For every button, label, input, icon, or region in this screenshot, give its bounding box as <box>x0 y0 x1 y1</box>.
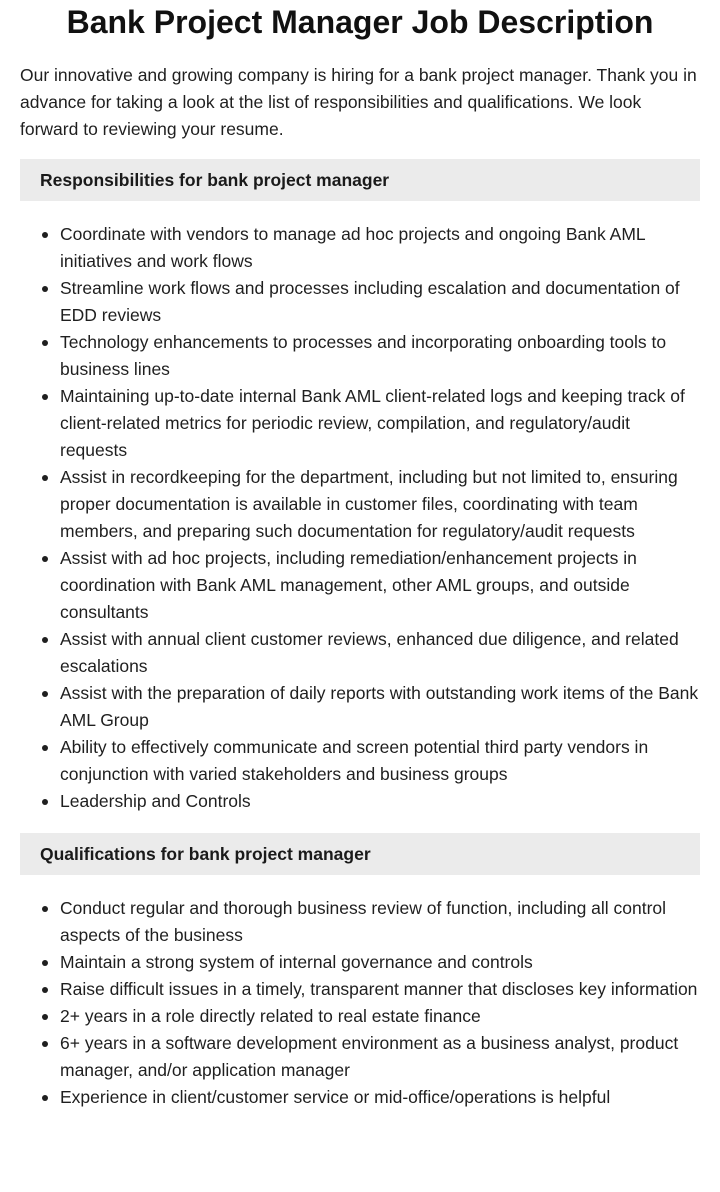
qualification-item: Raise difficult issues in a timely, transparent manner that discloses key information <box>60 976 700 1003</box>
qualifications-heading: Qualifications for bank project manager <box>20 833 700 875</box>
responsibility-item: Leadership and Controls <box>60 788 700 815</box>
qualification-item: 2+ years in a role directly related to real estate finance <box>60 1003 700 1030</box>
responsibility-item: Ability to effectively communicate and screen potential third party vendors in conjunction with varied stakeholders and business groups <box>60 734 700 788</box>
page-title: Bank Project Manager Job Description <box>66 4 654 40</box>
qualification-item: 6+ years in a software development environment as a business analyst, product manager, and/or application manager <box>60 1030 700 1084</box>
responsibilities-list <box>20 221 700 815</box>
responsibility-item: Technology enhancements to processes and incorporating onboarding tools to business lines <box>60 329 700 383</box>
qualification-item: Conduct regular and thorough business review of function, including all control aspects of the business <box>60 895 700 949</box>
responsibility-item: Streamline work flows and processes including escalation and documentation of EDD reviews <box>60 275 700 329</box>
responsibility-item: Coordinate with vendors to manage ad hoc projects and ongoing Bank AML initiatives and work flows <box>60 221 700 275</box>
qualifications-list <box>20 895 700 1111</box>
qualification-item: Maintain a strong system of internal governance and controls <box>60 949 700 976</box>
responsibilities-heading: Responsibilities for bank project manager <box>20 159 700 201</box>
responsibility-item: Assist with ad hoc projects, including remediation/enhancement projects in coordination with Bank AML management, other AML groups, and outside consultants <box>60 545 700 626</box>
responsibility-item: Assist in recordkeeping for the department, including but not limited to, ensuring proper documentation is available in customer files, coordinating with team members, and preparing such documentation for regulatory/audit requests <box>60 464 700 545</box>
intro-paragraph: Our innovative and growing company is hiring for a bank project manager. Thank you in advance for taking a look at the list of responsibilities and qualifications. We look forward to reviewing your resume. <box>20 65 697 139</box>
responsibility-item: Maintaining up-to-date internal Bank AML client-related logs and keeping track of client-related metrics for periodic review, compilation, and regulatory/audit requests <box>60 383 700 464</box>
responsibility-item: Assist with annual client customer reviews, enhanced due diligence, and related escalations <box>60 626 700 680</box>
qualification-item: Experience in client/customer service or mid-office/operations is helpful <box>60 1084 700 1111</box>
responsibility-item: Assist with the preparation of daily reports with outstanding work items of the Bank AML Group <box>60 680 700 734</box>
